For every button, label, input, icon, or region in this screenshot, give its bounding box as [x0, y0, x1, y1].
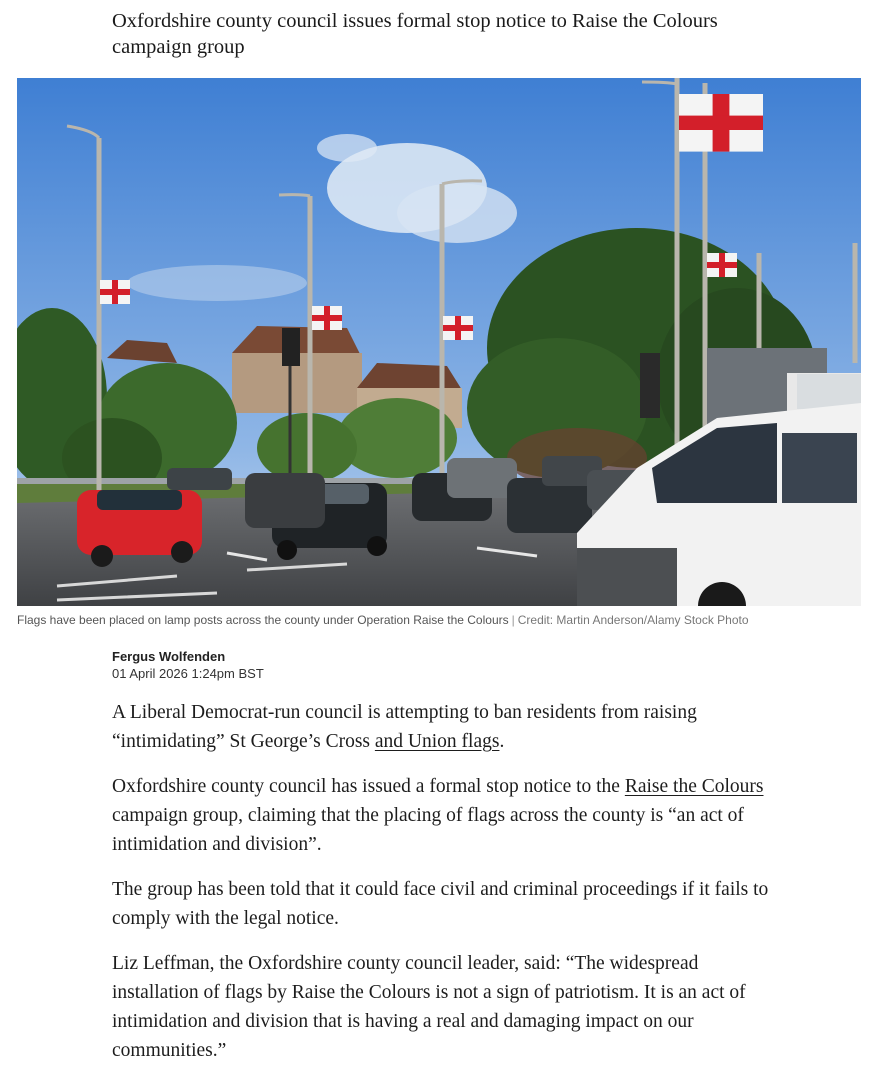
paragraph-3: The group has been told that it could face civil and criminal proceedings if it fails to comply with the legal notice.	[112, 879, 769, 929]
paragraph-2	[112, 772, 772, 859]
paragraph-2-end: campaign group, claiming that the placing of flags across the county is “an act of intimidation and division”.	[112, 805, 744, 855]
photo-illustration	[17, 78, 861, 606]
image-caption	[17, 612, 867, 628]
raise-the-colours-link[interactable]: Raise the Colours	[624, 776, 764, 797]
paragraph-1-text: A Liberal Democrat-run council is attempting to ban residents from raising “intimidating” St George’s Cross	[112, 702, 697, 752]
article-body	[112, 698, 772, 1081]
caption-separator: |	[511, 613, 515, 627]
paragraph-4: Liz Leffman, the Oxfordshire county council leader, said: “The widespread installation of flags by Raise the Colours is not a sign of patriotism. It is an act of intimidation and division that is having a real and damaging impact on our communities.”	[112, 953, 746, 1061]
paragraph-2-text: Oxfordshire county council has issued a formal stop notice to the	[112, 776, 625, 797]
publish-date: 01 April 2026 1:24pm BST	[112, 666, 264, 681]
standfirst: Oxfordshire county council issues formal stop notice to Raise the Colours campaign group	[112, 10, 718, 58]
paragraph-1-end: .	[499, 731, 505, 752]
byline	[112, 649, 264, 682]
paragraph-1	[112, 698, 772, 756]
caption-text: Flags have been placed on lamp posts across the county under Operation Raise the Colours	[17, 613, 509, 627]
author-name[interactable]: Fergus Wolfenden	[112, 649, 226, 664]
article-photo[interactable]	[17, 78, 861, 606]
union-flags-link[interactable]: and Union flags	[374, 731, 500, 752]
photo-credit: Credit: Martin Anderson/Alamy Stock Photo	[517, 613, 749, 627]
